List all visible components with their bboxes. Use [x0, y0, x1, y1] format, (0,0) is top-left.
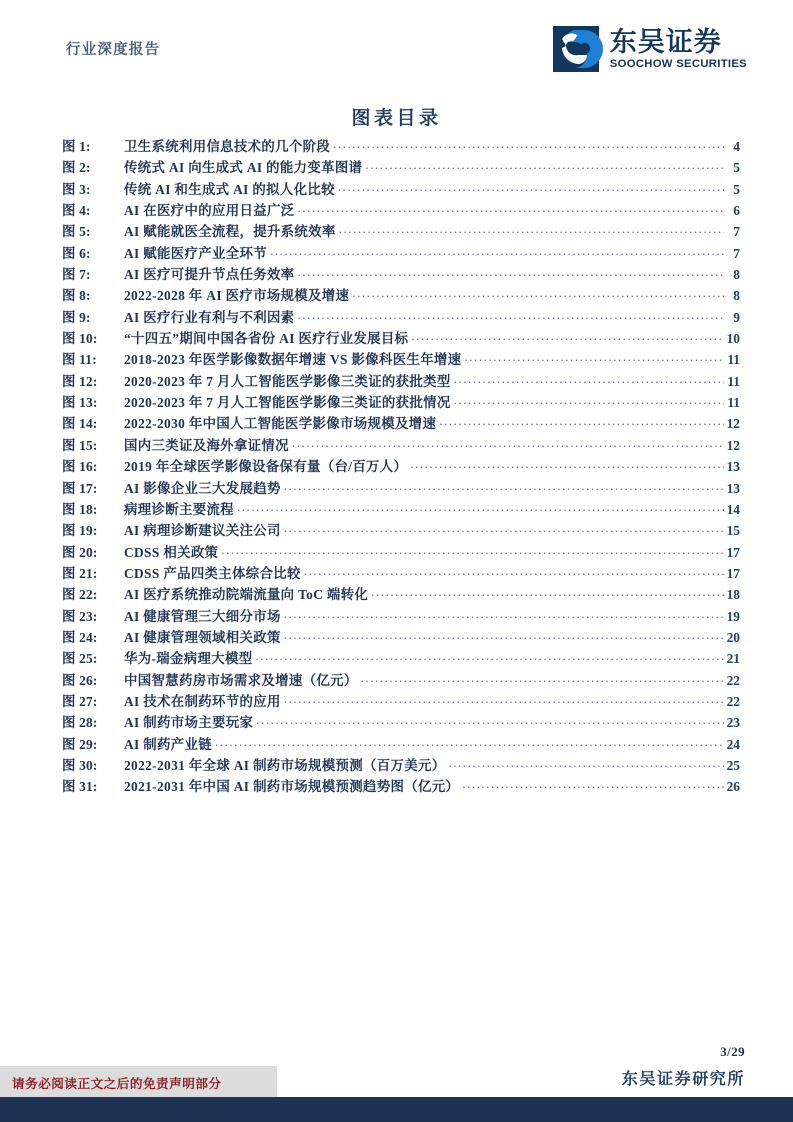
toc-leader-dots [439, 415, 724, 428]
toc-entry[interactable] [62, 606, 740, 627]
toc-entry-page: 22 [726, 693, 740, 709]
toc-entry-number: 图 14: [62, 416, 98, 432]
toc-entry-label: 传统式 AI 向生成式 AI 的能力变革图谱 [124, 160, 363, 176]
toc-leader-dots [333, 138, 724, 151]
toc-entry[interactable] [62, 499, 740, 520]
toc-entry-number: 图 3: [62, 181, 91, 197]
toc-entry-label: 2020-2023 年 7 月人工智能医学影像三类证的获批类型 [124, 373, 451, 389]
brand-logo-block [553, 24, 747, 74]
page-header [0, 0, 793, 90]
toc-leader-dots [464, 351, 724, 364]
toc-entry-page: 11 [727, 373, 740, 389]
toc-entry[interactable] [62, 456, 740, 477]
toc-entry[interactable] [62, 264, 740, 285]
toc-entry-number: 图 18: [62, 501, 98, 517]
toc-entry-label: “十四五”期间中国各省份 AI 医疗行业发展目标 [124, 331, 409, 347]
toc-entry-number: 图 30: [62, 757, 98, 773]
toc-entry-number: 图 16: [62, 459, 98, 475]
report-type-tag: 行业深度报告 [66, 42, 161, 58]
toc-entry[interactable] [62, 584, 740, 605]
figure-table-of-contents [62, 136, 740, 798]
toc-entry-label: 传统 AI 和生成式 AI 的拟人化比较 [124, 181, 335, 197]
toc-entry-label: 2020-2023 年 7 月人工智能医学影像三类证的获批情况 [124, 395, 451, 411]
toc-entry-page: 12 [726, 416, 740, 432]
toc-entry-page: 9 [733, 309, 740, 325]
toc-entry-number: 图 15: [62, 437, 98, 453]
toc-entry-page: 7 [733, 224, 740, 240]
toc-entry[interactable] [62, 670, 740, 691]
toc-entry-page: 26 [726, 779, 740, 795]
toc-entry-page: 13 [726, 459, 740, 475]
toc-entry[interactable] [62, 285, 740, 306]
toc-entry-number: 图 31: [62, 779, 98, 795]
toc-entry-page: 20 [726, 629, 740, 645]
toc-entry-label: AI 制药产业链 [124, 736, 212, 752]
toc-entry-label: AI 病理诊断建议关注公司 [124, 523, 281, 539]
toc-leader-dots [255, 650, 724, 663]
toc-leader-dots [237, 501, 724, 514]
toc-entry-page: 17 [726, 544, 740, 560]
toc-entry-label: AI 健康管理领域相关政策 [124, 629, 281, 645]
toc-leader-dots [215, 736, 724, 749]
toc-entry-label: 病理诊断主要流程 [124, 501, 234, 517]
toc-entry-label: AI 赋能医疗产业全环节 [124, 245, 267, 261]
toc-entry-label: 2022-2030 年中国人工智能医学影像市场规模及增速 [124, 416, 437, 432]
toc-entry[interactable] [62, 179, 740, 200]
toc-leader-dots [339, 223, 724, 236]
page-number: 3/29 [720, 1044, 745, 1059]
toc-leader-dots [352, 287, 724, 300]
toc-entry-number: 图 11: [62, 352, 97, 368]
toc-leader-dots [292, 437, 724, 450]
toc-entry-page: 8 [733, 288, 740, 304]
toc-entry-page: 17 [726, 565, 740, 581]
toc-entry[interactable] [62, 478, 740, 499]
toc-entry-label: AI 在医疗中的应用日益广泛 [124, 203, 295, 219]
toc-entry-page: 23 [726, 715, 740, 731]
toc-entry-number: 图 20: [62, 544, 98, 560]
toc-entry-label: AI 医疗行业有利与不利因素 [124, 309, 295, 325]
toc-entry-page: 11 [727, 395, 740, 411]
toc-leader-dots [284, 693, 724, 706]
toc-entry-page: 7 [733, 245, 740, 261]
toc-entry-page: 5 [733, 160, 740, 176]
toc-entry-number: 图 6: [62, 245, 91, 261]
toc-entry-number: 图 2: [62, 160, 91, 176]
toc-entry-label: 华为-瑞金病理大模型 [124, 651, 253, 667]
toc-entry-number: 图 26: [62, 672, 98, 688]
toc-entry-label: CDSS 相关政策 [124, 544, 219, 560]
page-footer [0, 1030, 793, 1122]
toc-entry-label: 2022-2031 年全球 AI 制药市场规模预测（百万美元） [124, 757, 446, 773]
toc-entry-page: 5 [733, 181, 740, 197]
toc-entry-number: 图 7: [62, 267, 91, 283]
toc-entry-label: AI 制药市场主要玩家 [124, 715, 254, 731]
toc-entry-number: 图 17: [62, 480, 98, 496]
toc-entry[interactable] [62, 413, 740, 434]
toc-entry[interactable] [62, 542, 740, 563]
toc-entry-label: 国内三类证及海外拿证情况 [124, 437, 289, 453]
toc-entry-label: AI 技术在制药环节的应用 [124, 693, 281, 709]
toc-entry-page: 19 [726, 608, 740, 624]
toc-entry-page: 22 [726, 672, 740, 688]
toc-entry-label: 2019 年全球医学影像设备保有量（台/百万人） [124, 459, 408, 475]
toc-entry-number: 图 23: [62, 608, 98, 624]
toc-leader-dots [410, 458, 724, 471]
toc-entry-page: 13 [726, 480, 740, 496]
toc-entry-number: 图 19: [62, 523, 98, 539]
toc-leader-dots [297, 266, 724, 279]
toc-leader-dots [462, 778, 724, 791]
toc-entry[interactable] [62, 157, 740, 178]
toc-entry-number: 图 21: [62, 565, 98, 581]
disclaimer-box [0, 1066, 277, 1098]
toc-entry-page: 25 [726, 757, 740, 773]
toc-leader-dots [284, 522, 724, 535]
toc-leader-dots [221, 544, 724, 557]
brand-text [610, 28, 747, 70]
toc-entry-page: 15 [726, 523, 740, 539]
toc-entry-number: 图 22: [62, 587, 98, 603]
toc-entry-label: AI 医疗系统推动院端流量向 ToC 端转化 [124, 587, 369, 603]
toc-leader-dots [338, 181, 724, 194]
toc-entry[interactable] [62, 435, 740, 456]
toc-entry[interactable] [62, 627, 740, 648]
toc-leader-dots [454, 394, 724, 407]
toc-leader-dots [284, 480, 724, 493]
toc-entry-label: AI 赋能就医全流程，提升系统效率 [124, 224, 336, 240]
toc-entry-label: 2021-2031 年中国 AI 制药市场规模预测趋势图（亿元） [124, 779, 460, 795]
disclaimer-text: 请务必阅读正文之后的免责声明部分 [12, 1076, 222, 1091]
toc-entry-number: 图 1: [62, 139, 91, 154]
toc-leader-dots [304, 565, 724, 578]
toc-entry[interactable] [62, 712, 740, 733]
toc-leader-dots [361, 672, 724, 685]
toc-entry[interactable] [62, 243, 740, 264]
toc-entry-number: 图 24: [62, 629, 98, 645]
page-title: 图表目录 [351, 108, 442, 129]
toc-entry[interactable] [62, 392, 740, 413]
toc-entry-number: 图 27: [62, 693, 98, 709]
toc-entry-number: 图 5: [62, 224, 91, 240]
toc-entry-page: 24 [726, 736, 740, 752]
toc-entry[interactable] [62, 136, 740, 157]
toc-entry-page: 14 [726, 501, 740, 517]
toc-entry[interactable] [62, 371, 740, 392]
toc-entry-number: 图 4: [62, 203, 91, 219]
toc-entry[interactable] [62, 648, 740, 669]
toc-leader-dots [371, 586, 724, 599]
toc-entry[interactable] [62, 349, 740, 370]
toc-leader-dots [297, 202, 724, 215]
toc-entry-number: 图 12: [62, 373, 98, 389]
brand-name-cn: 东吴证券 [609, 26, 722, 57]
toc-entry-page: 18 [726, 587, 740, 603]
toc-entry-label: AI 医疗可提升节点任务效率 [124, 267, 295, 283]
toc-entry[interactable] [62, 328, 740, 349]
toc-entry-number: 图 28: [62, 715, 98, 731]
toc-entry-label: CDSS 产品四类主体综合比较 [124, 565, 301, 581]
toc-entry-label: 卫生系统利用信息技术的几个阶段 [124, 139, 331, 154]
toc-entry-page: 6 [733, 203, 740, 219]
toc-entry-page: 21 [726, 651, 740, 667]
toc-entry[interactable] [62, 563, 740, 584]
toc-entry-number: 图 25: [62, 651, 98, 667]
toc-entry[interactable] [62, 691, 740, 712]
toc-entry-label: AI 影像企业三大发展趋势 [124, 480, 281, 496]
toc-entry-number: 图 9: [62, 309, 91, 325]
soochow-securities-logo-icon [553, 24, 603, 74]
research-institute-name: 东吴证券研究所 [621, 1071, 745, 1088]
toc-entry-label: 中国智慧药房市场需求及增速（亿元） [124, 672, 358, 688]
toc-entry[interactable] [62, 221, 740, 242]
toc-entry[interactable] [62, 734, 740, 755]
toc-leader-dots [454, 373, 724, 386]
toc-leader-dots [270, 245, 724, 258]
toc-entry-label: 2022-2028 年 AI 医疗市场规模及增速 [124, 288, 350, 304]
footer-accent-bar [0, 1097, 793, 1122]
toc-leader-dots [284, 629, 724, 642]
toc-entry-page: 12 [726, 437, 740, 453]
toc-leader-dots [411, 330, 724, 343]
toc-leader-dots [256, 714, 724, 727]
toc-entry[interactable] [62, 776, 740, 797]
toc-entry-page: 11 [727, 352, 740, 368]
toc-entry-label: AI 健康管理三大细分市场 [124, 608, 281, 624]
toc-entry-page: 10 [726, 331, 740, 347]
toc-entry-number: 图 13: [62, 395, 98, 411]
toc-entry[interactable] [62, 200, 740, 221]
toc-leader-dots [297, 309, 724, 322]
toc-leader-dots [448, 757, 724, 770]
toc-entry-page: 8 [733, 267, 740, 283]
toc-leader-dots [365, 159, 724, 172]
toc-entry-number: 图 29: [62, 736, 98, 752]
toc-entry-page: 4 [733, 139, 740, 154]
toc-leader-dots [284, 608, 724, 621]
toc-entry-number: 图 10: [62, 331, 98, 347]
toc-entry-label: 2018-2023 年医学影像数据年增速 VS 影像科医生年增速 [124, 352, 462, 368]
brand-name-en: SOOCHOW SECURITIES [609, 57, 747, 70]
toc-entry[interactable] [62, 755, 740, 776]
toc-entry[interactable] [62, 307, 740, 328]
toc-entry[interactable] [62, 520, 740, 541]
toc-entry-number: 图 8: [62, 288, 91, 304]
